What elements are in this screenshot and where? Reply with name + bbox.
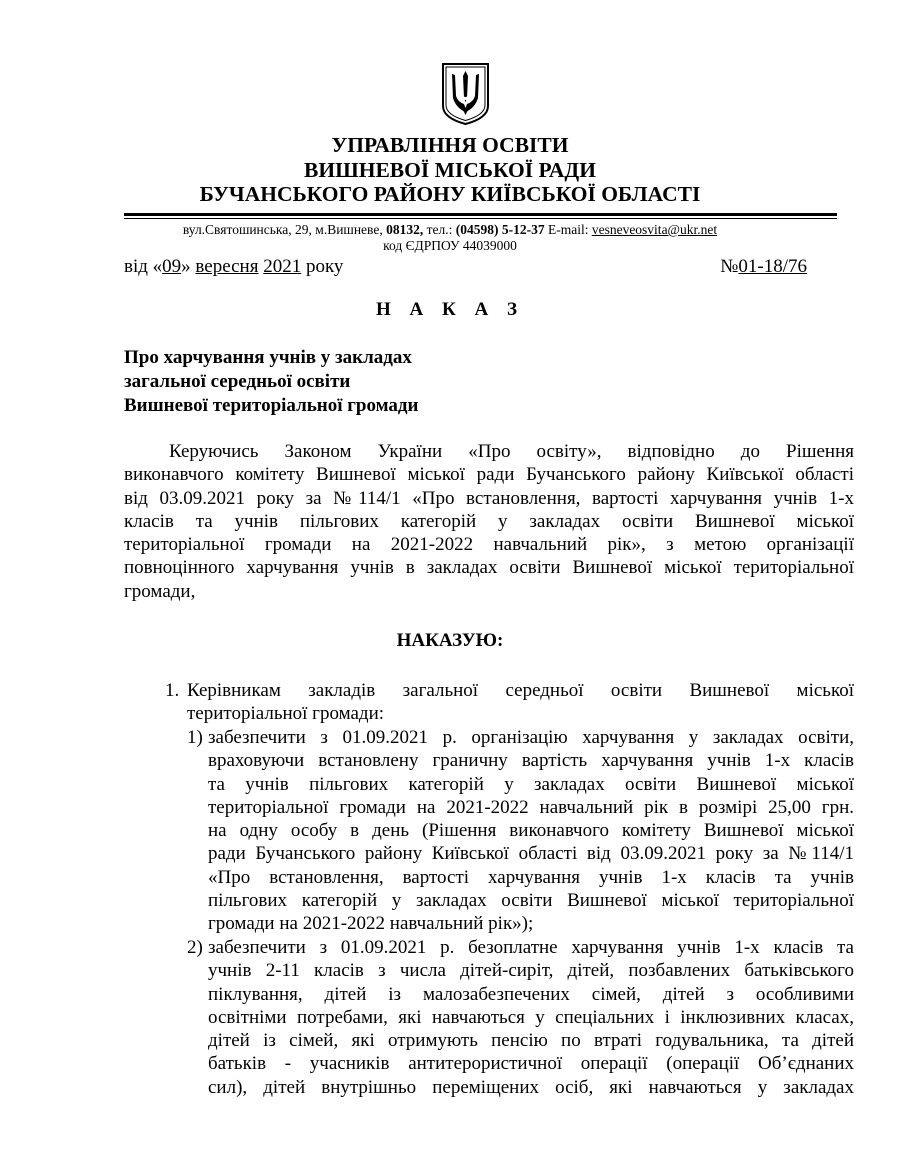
subitem-2-text <box>208 936 854 1099</box>
item-1-line: територіальної громади: <box>187 703 385 725</box>
date-year: 2021 <box>263 256 302 277</box>
date-suffix: року <box>305 256 344 277</box>
date-day: 09 <box>162 256 182 277</box>
order-heading: НАКАЗУЮ: <box>396 630 504 651</box>
header-divider-thin <box>124 218 837 219</box>
subitem-2-line: сил), дітей внутрішньо переміщених осіб, які навчаються у закладах <box>208 1076 854 1098</box>
document-number: №01-18/76 <box>720 256 807 277</box>
subitem-1-line: територіальної громади на 2021-2022 навчальний рік в розмірі 25,00 грн. <box>208 796 854 818</box>
address-line <box>0 221 900 238</box>
date-prefix: від « <box>124 256 163 277</box>
subitem-2-line: забезпечити з 01.09.2021 р. безоплатне харчування учнів 1-х класів та <box>208 937 854 958</box>
preamble-line: класів та учнів пільгових категорій у закладах освіти Вишневої міської <box>124 510 854 532</box>
email-link[interactable]: vesneveosvita@ukr.net <box>591 222 718 237</box>
coat-of-arms-icon <box>441 62 490 126</box>
subitem-1-line: та учнів пільгових категорій у закладах освіти Вишневої міської <box>208 773 854 795</box>
subitem-2-line: батьків - учасників антитерористичної операції (операції Об’єднаних <box>208 1053 854 1075</box>
subitem-1-line: забезпечити з 01.09.2021 р. організацію харчування у закладах освіти, <box>208 727 854 748</box>
postcode: 08132, <box>386 222 424 237</box>
org-name-line-1: УПРАВЛІННЯ ОСВІТИ <box>331 133 569 157</box>
date-line <box>124 256 837 278</box>
preamble-line: громади, <box>124 580 196 602</box>
subitem-1-number: 1) <box>187 727 203 748</box>
email-label: E-mail: <box>547 222 589 237</box>
subject-line-2: загальної середньої освіти <box>124 371 351 392</box>
date-month: вересня <box>195 256 259 277</box>
item-1-text <box>187 679 854 726</box>
subitem-2-line: дітей із сімей, які отримують пенсію по втраті годувальника, та дітей <box>208 1030 854 1052</box>
preamble-paragraph <box>124 440 854 603</box>
date-mid: » <box>181 256 191 277</box>
subject-line-3: Вишневої територіальної громади <box>124 395 419 416</box>
subitem-1-line: «Про встановлення, вартості харчування учнів 1-х класів та учнів <box>208 866 854 888</box>
item-1-line: Керівникам закладів загальної середньої освіти Вишневої міської <box>187 680 854 701</box>
subitem-1-line: громади на 2021-2022 навчальний рік»); <box>208 913 534 935</box>
preamble-line: повноцінного харчування учнів в закладах освіти Вишневої міської територіальної <box>124 557 854 579</box>
document-title: Н А К А З <box>375 299 525 320</box>
header-divider-thick <box>124 213 837 216</box>
subitem-1-line: ради Бучанського району Київської області від 03.09.2021 року за №114/1 <box>208 843 854 865</box>
preamble-line: від 03.09.2021 року за №114/1 «Про встановлення, вартості харчування учнів 1-х <box>124 487 854 509</box>
address: вул.Святошинська, 29, м.Вишневе, <box>182 222 383 237</box>
preamble-line: Керуючись Законом України «Про освіту», відповідно до Рішення <box>169 441 854 462</box>
subject-line-1: Про харчування учнів у закладах <box>124 347 412 368</box>
subitem-2-line: піклування, дітей із малозабезпечених сімей, дітей з особливими <box>208 983 854 1005</box>
subitem-1-line: враховуючи встановлену граничну вартість харчування учнів 1-х класів <box>208 750 854 772</box>
subject-block <box>124 346 418 418</box>
subitem-2-line: учнів 2-11 класів з числа дітей-сиріт, дітей, позбавлених батьківського <box>208 960 854 982</box>
subitem-2-number: 2) <box>187 937 203 958</box>
subitem-2-line: освітніми потребами, які навчаються у спеціальних і інклюзивних класах, <box>208 1006 854 1028</box>
org-name-line-3: БУЧАНСЬКОГО РАЙОНУ КИЇВСЬКОЇ ОБЛАСТІ <box>199 182 701 206</box>
org-name-line-2: ВИШНЕВОЇ МІСЬКОЇ РАДИ <box>304 158 596 182</box>
item-1-number: 1. <box>165 680 180 701</box>
subitem-1-text <box>208 726 854 936</box>
edrpou-code: код ЄДРПОУ 44039000 <box>383 238 517 253</box>
tel-label: тел.: <box>426 222 453 237</box>
preamble-line: виконавчого комітету Вишневої міської ради Бучанського району Київської області <box>124 464 854 486</box>
telephone: (04598) 5-12-37 <box>455 222 545 237</box>
subitem-1-line: пільгових категорій у закладах освіти Вишневої міської територіальної <box>208 890 854 912</box>
subitem-1-line: на одну особу в день (Рішення виконавчого комітету Вишневої міської <box>208 820 854 842</box>
preamble-line: територіальної громади на 2021-2022 навчальний рік», з метою організації <box>124 534 854 556</box>
